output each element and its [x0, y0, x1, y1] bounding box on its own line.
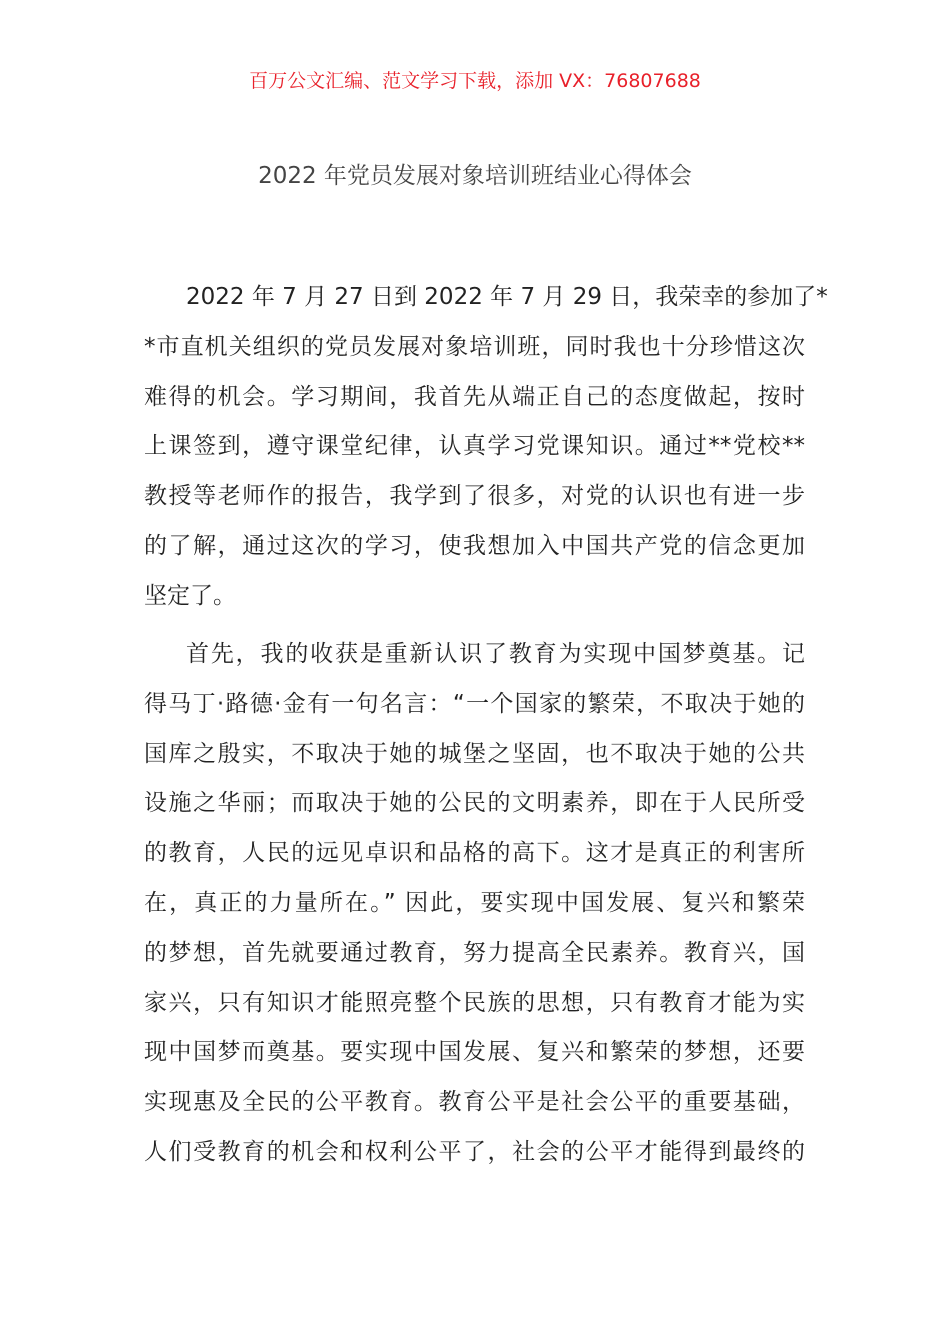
text-line: 首先，我的收获是重新认识了教育为实现中国梦奠基。记: [186, 641, 805, 667]
text-line: 教授等老师作的报告，我学到了很多，对党的认识也有进一步: [144, 483, 805, 510]
text-line: 在，真正的力量所在。” 因此，要实现中国发展、复兴和繁荣: [144, 889, 805, 916]
text-line: 家兴，只有知识才能照亮整个民族的思想，只有教育才能为实: [144, 989, 805, 1016]
watermark-banner: 百万公文汇编、范文学习下载，添加 VX：76807688: [249, 70, 701, 92]
paragraph-1: [144, 273, 828, 622]
text-line: *市直机关组织的党员发展对象培训班，同时我也十分珍惜这次: [144, 333, 805, 360]
text-line: 上课签到，遵守课堂纪律，认真学习党课知识。通过**党校**: [144, 433, 805, 460]
text-line: 的教育，人民的远见卓识和品格的高下。这才是真正的利害所: [144, 840, 805, 867]
text-line: 2022 年 7 月 27 日到 2022 年 7 月 29 日，我荣幸的参加了*: [186, 284, 828, 310]
paragraph-2: [144, 630, 805, 1178]
text-line: 设施之华丽；而取决于她的公民的文明素养，即在于人民所受: [144, 790, 805, 817]
text-line: 得马丁·路德·金有一句名言：“一个国家的繁荣，不取决于她的: [144, 690, 805, 717]
text-line: 人们受教育的机会和权利公平了，社会的公平才能得到最终的: [144, 1138, 805, 1165]
text-line: 现中国梦而奠基。要实现中国发展、复兴和繁荣的梦想，还要: [144, 1039, 805, 1066]
text-line: 的梦想，首先就要通过教育，努力提高全民素养。教育兴，国: [144, 939, 805, 966]
text-line: 难得的机会。学习期间，我首先从端正自己的态度做起，按时: [144, 383, 805, 410]
text-line: 的了解，通过这次的学习，使我想加入中国共产党的信念更加: [144, 532, 805, 559]
text-line: 国库之殷实，不取决于她的城堡之坚固，也不取决于她的公共: [144, 740, 805, 767]
document-title: 2022 年党员发展对象培训班结业心得体会: [258, 163, 692, 189]
text-line: 实现惠及全民的公平教育。教育公平是社会公平的重要基础，: [144, 1089, 805, 1116]
text-line: 坚定了。: [144, 582, 236, 609]
